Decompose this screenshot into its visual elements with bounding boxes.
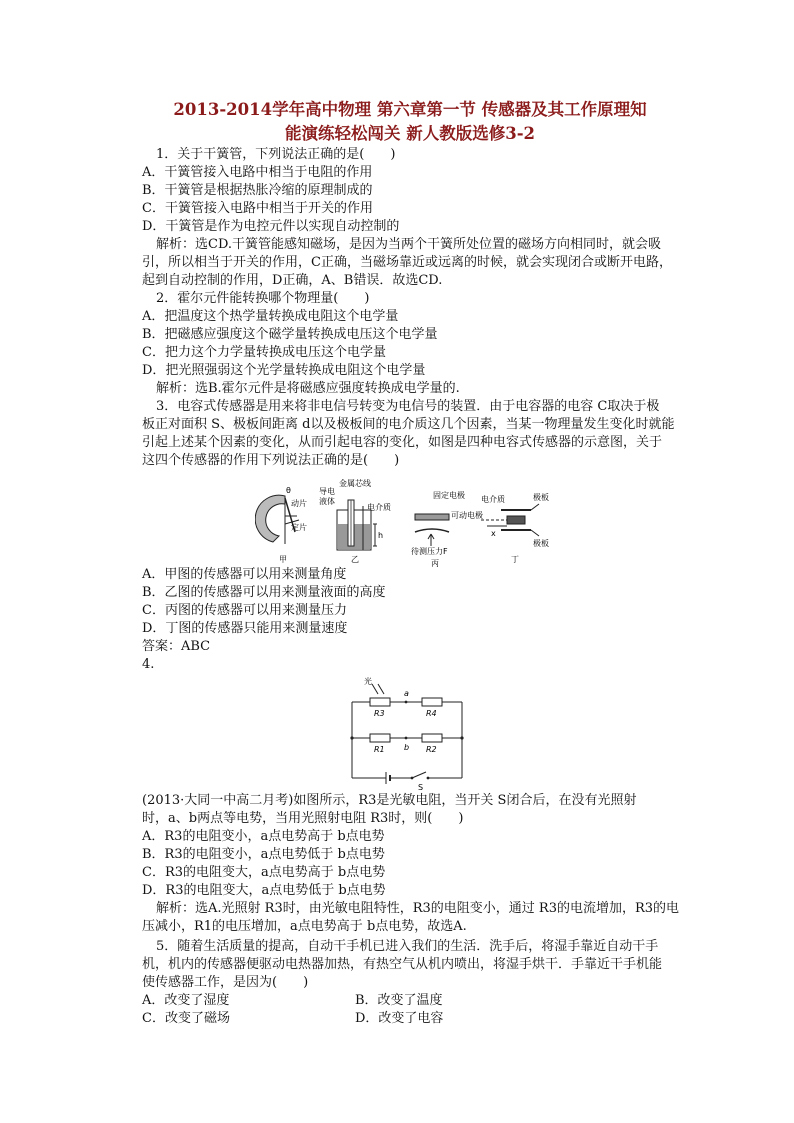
node-a-label: a — [404, 689, 409, 698]
q4-option-d: D．R3的电阻变大，a点电势低于 b点电势 — [142, 883, 386, 898]
q3-stem-2: 板正对面积 S、极板间距离 d以及极板间的电介质这几个因素，当某一物理量发生变化时就能 — [142, 417, 675, 432]
q3-stem-3: 引起上述某个因素的变化，从而引起电容的变化，如图是四种电容式传感器的示意图，关于 — [142, 435, 663, 450]
switch-label: S — [418, 783, 424, 792]
q4-option-b: B．R3的电阻变小，a点电势低于 b点电势 — [142, 847, 385, 862]
q2-stem: 2．霍尔元件能转换哪个物理量( ) — [156, 291, 370, 306]
sensor-bing — [415, 514, 449, 546]
figure-label-bing: 丙 — [431, 559, 439, 568]
q2-option-b: B．把磁感应强度这个磁学量转换成电压这个电学量 — [142, 327, 438, 342]
yeti-label: 液体 — [319, 497, 335, 506]
r2-label: R2 — [426, 745, 437, 754]
q1-explanation-2: 引，所以相当于开关的作用，C正确，当磁场靠近或远离的时候，就会实现闭合或断开电路， — [142, 255, 672, 270]
q3-option-a: A．甲图的传感器可以用来测量角度 — [142, 567, 347, 582]
light-label: 光 — [364, 677, 372, 686]
r1-label: R1 — [374, 745, 385, 754]
q5-stem-3: 使传感器工作，是因为( ) — [142, 975, 309, 990]
q4-number: 4. — [142, 657, 155, 672]
jiban2-label: 极板 — [533, 539, 549, 548]
theta-label: θ — [286, 486, 291, 495]
q3-stem-1: 3．电容式传感器是用来将非电信号转变为电信号的装置．由于电容器的电容 C取决于极 — [156, 399, 660, 414]
dongpian-label: 动片 — [291, 499, 307, 508]
gudingdianji-label: 固定电极 — [433, 491, 465, 500]
q4-option-c: C．R3的电阻变大，a点电势高于 b点电势 — [142, 865, 386, 880]
sensor-ding — [481, 504, 539, 536]
yali-label: 待测压力F — [411, 547, 448, 556]
doc-title-line2: 能演练轻松闯关 新人教版选修3-2 — [284, 124, 536, 143]
figure-label-jia: 甲 — [279, 555, 287, 564]
dianjiezhi2-label: 电介质 — [481, 495, 505, 504]
q5-option-c: C．改变了磁场 — [142, 1011, 230, 1026]
q3-answer: 答案：ABC — [142, 639, 211, 654]
q2-explanation: 解析：选B.霍尔元件是将磁感应强度转换成电学量的. — [156, 381, 460, 396]
daodian-label: 导电 — [319, 487, 335, 496]
r4-label: R4 — [426, 709, 437, 718]
q5-option-b: B．改变了温度 — [355, 993, 443, 1008]
figure-label-yi: 乙 — [351, 555, 359, 564]
q1-stem: 1．关于干簧管，下列说法正确的是( ) — [156, 147, 396, 162]
q5-option-d: D．改变了电容 — [355, 1011, 444, 1026]
q4-circuit-diagram — [340, 674, 470, 792]
q1-option-d: D．干簧管是作为电控元件以实现自动控制的 — [142, 219, 400, 234]
dingpian-label: 定片 — [291, 523, 307, 532]
q1-option-b: B．干簧管是根据热胀冷缩的原理制成的 — [142, 183, 373, 198]
q4-stem-1: (2013·大同一中高二月考)如图所示，R3是光敏电阻，当开关 S闭合后，在没有光照射 — [142, 793, 637, 808]
q3-option-d: D．丁图的传感器只能用来测量速度 — [142, 621, 348, 636]
jinshu-label: 金属芯线 — [339, 479, 371, 488]
q1-explanation-1: 解析：选CD.干簧管能感知磁场，是因为当两个干簧所处位置的磁场方向相同时，就会吸 — [156, 237, 662, 252]
q4-explanation-2: 压减小，R1的电压增加，a点电势高于 b点电势，故选A. — [142, 919, 467, 934]
q3-stem-4: 这四个传感器的作用下列说法正确的是( ) — [142, 453, 400, 468]
q4-option-a: A．R3的电阻变小，a点电势高于 b点电势 — [142, 829, 385, 844]
q2-option-a: A．把温度这个热学量转换成电阻这个电学量 — [142, 309, 399, 324]
q1-explanation-3: 起到自动控制的作用，D正确，A、B错误．故选CD. — [142, 273, 443, 288]
q3-sensor-figure — [255, 476, 555, 568]
q4-explanation-1: 解析：选A.光照射 R3时，由光敏电阻特性，R3的电阻变小，通过 R3的电流增加，R3的电 — [156, 901, 680, 916]
q3-option-c: C．丙图的传感器可以用来测量压力 — [142, 603, 347, 618]
q5-option-a: A．改变了湿度 — [142, 993, 230, 1008]
figure-label-ding: 丁 — [511, 555, 519, 564]
doc-title-line1: 2013-2014学年高中物理 第六章第一节 传感器及其工作原理知 — [173, 100, 647, 119]
x-label: x — [491, 529, 496, 538]
node-b-label: b — [404, 743, 410, 752]
jiban-label: 极板 — [533, 493, 549, 502]
q4-stem-2: 时，a、b两点等电势，当用光照射电阻 R3时，则( ) — [142, 811, 464, 826]
h-label: h — [378, 531, 384, 540]
r3-label: R3 — [374, 709, 385, 718]
q1-option-c: C．干簧管接入电路中相当于开关的作用 — [142, 201, 373, 216]
q3-option-b: B．乙图的传感器可以用来测量液面的高度 — [142, 585, 386, 600]
dianjiezhi-label: 电介质 — [367, 503, 391, 512]
q2-option-c: C．把力这个力学量转换成电压这个电学量 — [142, 345, 386, 360]
q2-option-d: D．把光照强弱这个光学量转换成电阻这个电学量 — [142, 363, 426, 378]
q5-stem-2: 机，机内的传感器便驱动电热器加热，有热空气从机内喷出，将湿手烘干．手靠近干手机能 — [142, 957, 663, 972]
kedongdianji-label: 可动电极 — [451, 511, 483, 520]
q5-stem-1: 5．随着生活质量的提高，自动干手机已进入我们的生活．洗手后，将湿手靠近自动干手 — [156, 939, 659, 954]
q1-option-a: A．干簧管接入电路中相当于电阻的作用 — [142, 165, 373, 180]
